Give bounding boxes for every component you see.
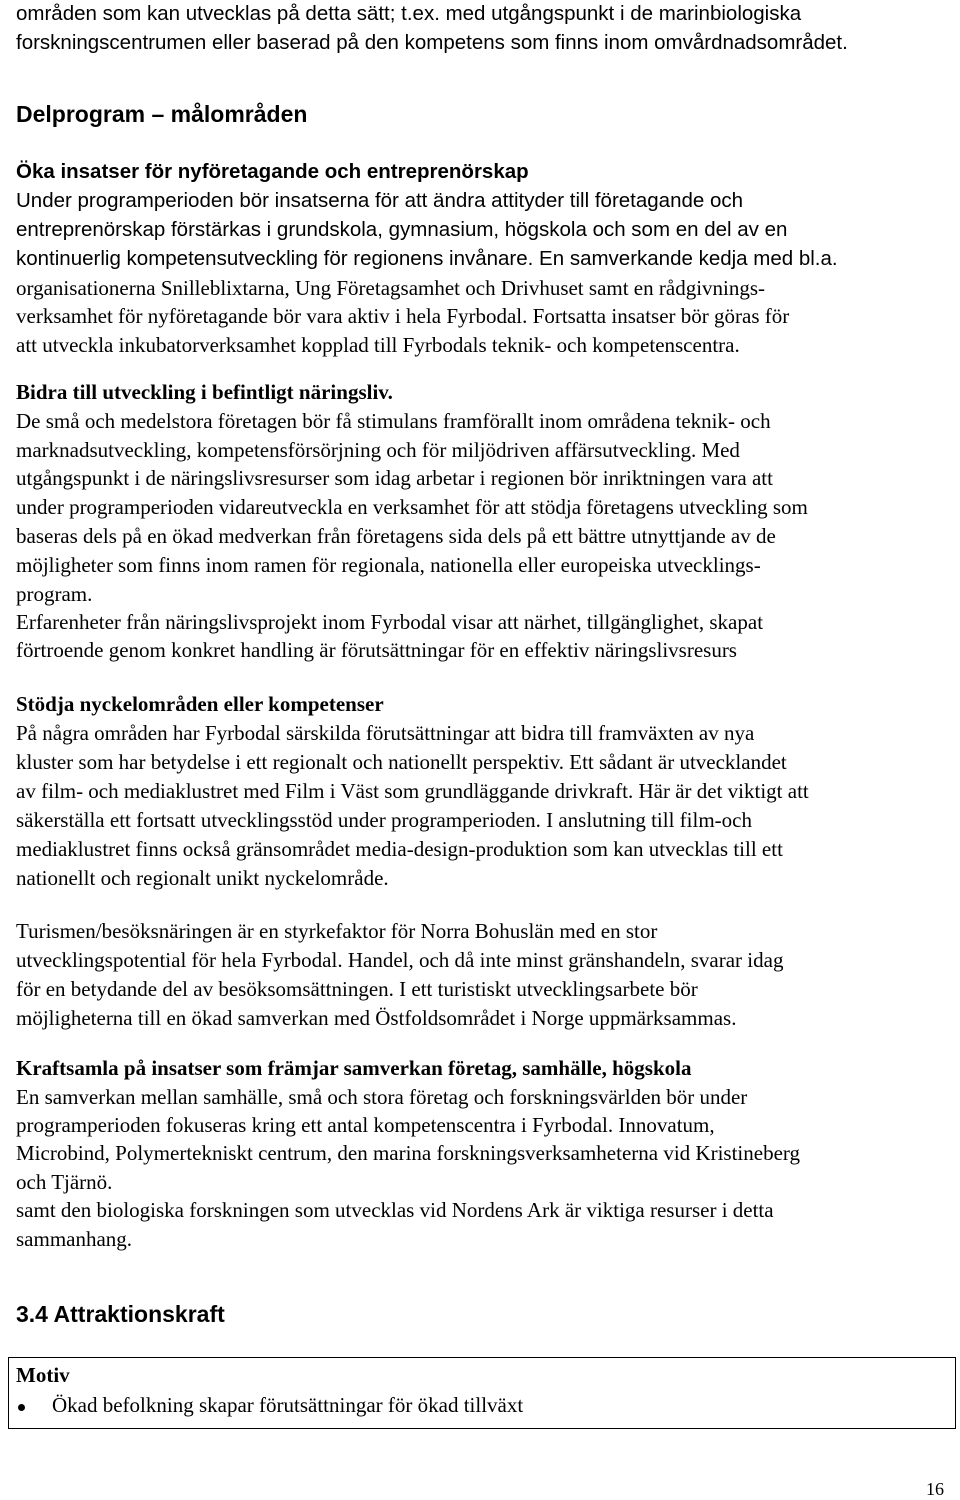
s2-heading: Bidra till utveckling i befintligt näringsliv. <box>16 380 393 404</box>
s3-line: På några områden har Fyrbodal särskilda förutsättningar att bidra till framväxten av nya <box>16 721 755 745</box>
s3-line-2: för en betydande del av besöksomsättningen. I ett turistiskt utvecklingsarbete bör <box>16 977 698 1001</box>
s3-line: av film- och mediaklustret med Film i Väst som grundläggande drivkraft. Här är det viktigt att <box>16 779 809 803</box>
s3-line: säkerställa ett fortsatt utvecklingsstöd under programperioden. I anslutning till film-och <box>16 808 752 832</box>
s3-heading: Stödja nyckelområden eller kompetenser <box>16 692 384 716</box>
s1-line: organisationerna Snilleblixtarna, Ung Företagsamhet och Drivhuset samt en rådgivnings- <box>16 276 766 300</box>
s3-line-2: Turismen/besöksnäringen är en styrkefaktor för Norra Bohuslän med en stor <box>16 919 658 943</box>
motiv-title: Motiv <box>16 1363 70 1387</box>
s4-line: samt den biologiska forskningen som utvecklas vid Nordens Ark är viktiga resurser i detta <box>16 1198 774 1222</box>
s3-line-2: utvecklingspotential för hela Fyrbodal. Handel, och då inte minst gränshandeln, svarar idag <box>16 948 784 972</box>
s3-line-2: möjligheterna till en ökad samverkan med Östfoldsområdet i Norge uppmärksammas. <box>16 1006 737 1030</box>
s2-line: under programperioden vidareutveckla en verksamhet för att stödja företagens utveckling som <box>16 495 808 519</box>
s1-line: att utveckla inkubatorverksamhet kopplad till Fyrbodals teknik- och kompetenscentra. <box>16 333 740 357</box>
s3-line: mediaklustret finns också gränsområdet media-design-produktion som kan utvecklas till ett <box>16 837 783 861</box>
s4-line: programperioden fokuseras kring ett antal kompetenscentra i Fyrbodal. Innovatum, <box>16 1113 715 1137</box>
section-heading: Delprogram – målområden <box>16 101 308 127</box>
intro-line-2: forskningscentrumen eller baserad på den kompetens som finns inom omvårdnadsområdet. <box>16 31 848 54</box>
page-number: 16 <box>926 1479 944 1499</box>
s4-heading: Kraftsamla på insatser som främjar samverkan företag, samhälle, högskola <box>16 1056 692 1080</box>
chapter-heading: 3.4 Attraktionskraft <box>16 1301 225 1327</box>
s3-line: nationellt och regionalt unikt nyckelområde. <box>16 866 389 890</box>
s4-line: Microbind, Polymertekniskt centrum, den marina forskningsverksamheterna vid Kristineberg <box>16 1141 801 1165</box>
s4-line: och Tjärnö. <box>16 1170 113 1194</box>
s2-line: De små och medelstora företagen bör få stimulans framförallt inom områdena teknik- och <box>16 409 771 433</box>
intro-line-1: områden som kan utvecklas på detta sätt; t.ex. med utgångspunkt i de marinbiologiska <box>16 2 802 25</box>
s2-line: möjligheter som finns inom ramen för regionala, nationella eller europeiska utvecklings- <box>16 553 761 577</box>
s2-line: marknadsutveckling, kompetensförsörjning och för miljödriven affärsutveckling. Med <box>16 438 740 462</box>
s4-line: En samverkan mellan samhälle, små och stora företag och forskningsvärlden bör under <box>16 1085 748 1109</box>
s2-line: Erfarenheter från näringslivsprojekt inom Fyrbodal visar att närhet, tillgänglighet, skapat <box>16 610 764 634</box>
s1-line: entreprenörskap förstärkas i grundskola, gymnasium, högskola och som en del av en <box>16 218 788 241</box>
motiv-bullet-text: Ökad befolkning skapar förutsättningar för ökad tillväxt <box>52 1393 524 1417</box>
s2-line: utgångspunkt i de näringslivsresurser som idag arbetar i regionen bör inriktningen vara att <box>16 466 773 490</box>
bullet-icon <box>18 1404 25 1411</box>
s1-line: kontinuerlig kompetensutveckling för regionens invånare. En samverkande kedja med bl.a. <box>16 247 838 270</box>
s2-line: förtroende genom konkret handling är förutsättningar för en effektiv näringslivsresurs <box>16 638 737 662</box>
s3-line: kluster som har betydelse i ett regionalt och nationellt perspektiv. Ett sådant är utvecklandet <box>16 750 787 774</box>
s2-line: baseras dels på en ökad medverkan från företagens sida dels på ett bättre utnyttjande av de <box>16 524 776 548</box>
s1-line: verksamhet för nyföretagande bör vara aktiv i hela Fyrbodal. Fortsatta insatser bör göras för <box>16 304 790 328</box>
s2-line: program. <box>16 582 93 606</box>
s4-line: sammanhang. <box>16 1227 133 1251</box>
s1-heading: Öka insatser för nyföretagande och entreprenörskap <box>16 160 529 183</box>
s1-line: Under programperioden bör insatserna för att ändra attityder till företagande och <box>16 189 744 212</box>
